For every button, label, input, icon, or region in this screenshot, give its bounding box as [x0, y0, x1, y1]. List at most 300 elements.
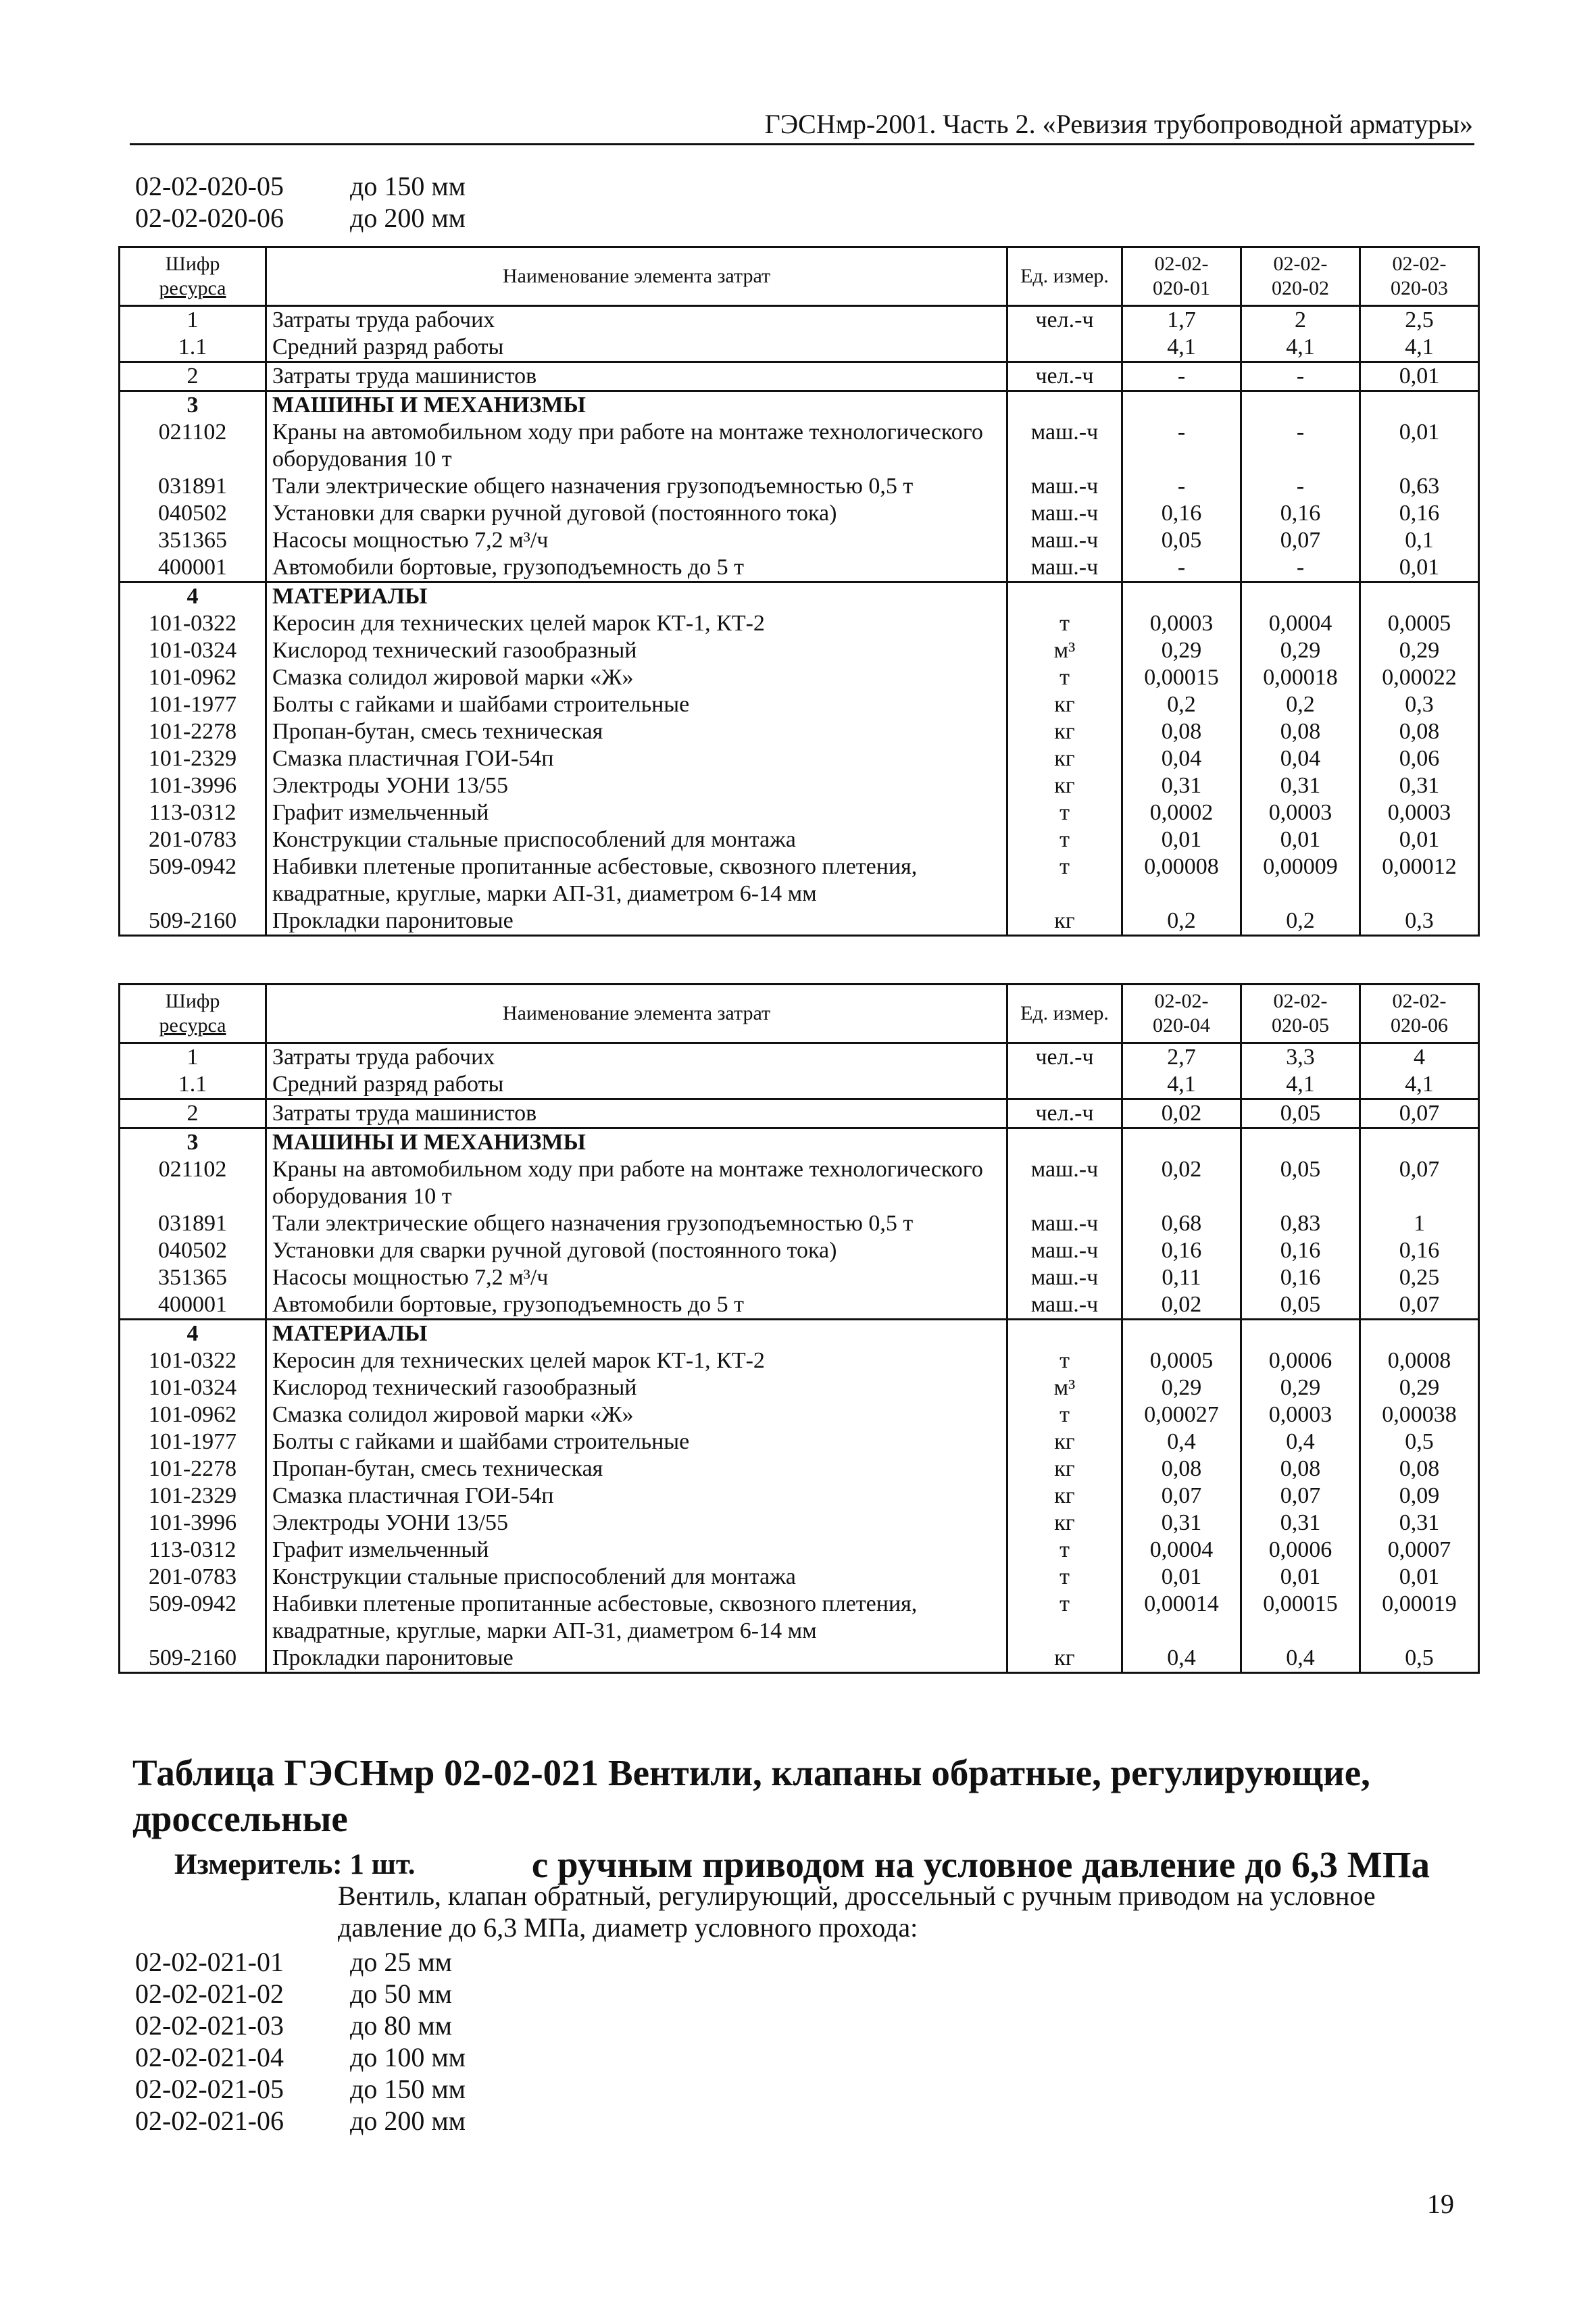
resource-value: 0,29 [1122, 1374, 1241, 1401]
resource-code: 101-0322 [120, 610, 266, 637]
resource-value: 0,01 [1360, 362, 1479, 391]
table-row [120, 1264, 1479, 1291]
resource-unit: т [1007, 664, 1122, 691]
resource-value: 0,4 [1241, 1645, 1360, 1673]
code-list-label: до 25 мм [350, 1947, 452, 1977]
resource-code: 509-0942 [120, 853, 266, 907]
table-row [120, 610, 1479, 637]
resource-code: 2 [120, 1099, 266, 1128]
table-row [120, 1483, 1479, 1510]
table-row [120, 1071, 1479, 1099]
resource-value: 2 [1241, 306, 1360, 334]
resource-code: 101-2329 [120, 1483, 266, 1510]
resource-name: Прокладки паронитовые [266, 1645, 1007, 1673]
resource-unit: маш.-ч [1007, 500, 1122, 527]
resource-value: 0,07 [1241, 527, 1360, 554]
resource-value: 0,01 [1360, 554, 1479, 582]
column-code-line2: 020-05 [1272, 1014, 1329, 1037]
table-row [120, 391, 1479, 420]
resource-value [1122, 1128, 1241, 1157]
resource-unit: маш.-ч [1007, 554, 1122, 582]
resource-value [1122, 582, 1241, 611]
resource-code: 113-0312 [120, 799, 266, 826]
header-code-line1: Шифр [165, 253, 220, 275]
resource-unit [1007, 1071, 1122, 1099]
code-list-label: до 200 мм [350, 2106, 466, 2136]
resource-value: 0,05 [1241, 1099, 1360, 1128]
table-description: Вентиль, клапан обратный, регулирующий, дроссельный с ручным приводом на условное давление до 6,3 МПа, диаметр условного прохода: [338, 1881, 1376, 1943]
resource-value: 0,02 [1122, 1291, 1241, 1320]
resource-value: 0,06 [1360, 745, 1479, 772]
resource-value: 1 [1360, 1210, 1479, 1237]
resource-value: 0,0002 [1122, 799, 1241, 826]
code-list-code: 02-02-021-01 [135, 1947, 284, 1977]
resource-value: - [1122, 419, 1241, 473]
header-column-code [1122, 247, 1241, 306]
resource-name: Автомобили бортовые, грузоподъемность до 5 т [266, 1291, 1007, 1320]
code-list-item [135, 1946, 466, 1978]
resource-name: Болты с гайками и шайбами строительные [266, 691, 1007, 718]
table-row [120, 1591, 1479, 1645]
resource-table-1 [118, 246, 1480, 937]
table-row [120, 1564, 1479, 1591]
resource-value: 0,4 [1122, 1645, 1241, 1673]
resource-code: 1.1 [120, 334, 266, 362]
resource-value: 0,00027 [1122, 1401, 1241, 1428]
table-row [120, 419, 1479, 473]
resource-name: Кислород технический газообразный [266, 637, 1007, 664]
resource-code: 351365 [120, 527, 266, 554]
resource-value: 0,31 [1122, 1510, 1241, 1537]
resource-value: - [1241, 362, 1360, 391]
table-row [120, 334, 1479, 362]
code-list-code: 02-02-020-06 [135, 203, 284, 233]
resource-table-2 [118, 983, 1480, 1674]
resource-value: 0,29 [1360, 637, 1479, 664]
resource-value: 0,05 [1241, 1291, 1360, 1320]
resource-unit: м³ [1007, 1374, 1122, 1401]
resource-name: Средний разряд работы [266, 1071, 1007, 1099]
code-list-code: 02-02-021-05 [135, 2074, 284, 2104]
resource-value: 1,7 [1122, 306, 1241, 334]
resource-unit: т [1007, 826, 1122, 853]
header-column-code [1241, 247, 1360, 306]
resource-value: 0,08 [1241, 1455, 1360, 1483]
resource-name: Краны на автомобильном ходу при работе на монтаже технологического оборудования 10 т [266, 1156, 1007, 1210]
header-code [120, 985, 266, 1043]
resource-value: 0,4 [1241, 1428, 1360, 1455]
resource-code: 101-0324 [120, 637, 266, 664]
table-row [120, 1401, 1479, 1428]
column-code-line1: 02-02- [1273, 253, 1328, 275]
resource-value: 0,00015 [1122, 664, 1241, 691]
resource-name: Затраты труда рабочих [266, 1043, 1007, 1072]
resource-value: 0,05 [1122, 527, 1241, 554]
resource-value: 4,1 [1241, 1071, 1360, 1099]
resource-unit: кг [1007, 907, 1122, 936]
resource-value: 0,08 [1360, 718, 1479, 745]
resource-value: 0,3 [1360, 691, 1479, 718]
resource-code: 101-0322 [120, 1347, 266, 1374]
resource-value: 4,1 [1122, 1071, 1241, 1099]
resource-value: 4,1 [1360, 1071, 1479, 1099]
resource-unit: кг [1007, 1455, 1122, 1483]
resource-value: 0,02 [1122, 1156, 1241, 1210]
resource-value: 0,05 [1241, 1156, 1360, 1210]
resource-value: 0,4 [1122, 1428, 1241, 1455]
table-row [120, 554, 1479, 582]
resource-name: Набивки плетеные пропитанные асбестовые, сквозного плетения, квадратные, круглые, марки АП-31, диаметром 6-14 мм [266, 853, 1007, 907]
resource-value: 0,29 [1241, 637, 1360, 664]
resource-code: 101-0962 [120, 664, 266, 691]
header-unit: Ед. измер. [1007, 985, 1122, 1043]
resource-value: 0,07 [1360, 1099, 1479, 1128]
resource-unit: чел.-ч [1007, 306, 1122, 334]
resource-value: 0,25 [1360, 1264, 1479, 1291]
resource-value: 0,31 [1122, 772, 1241, 799]
table-row [120, 1347, 1479, 1374]
resource-value: 0,2 [1241, 907, 1360, 936]
resource-value: 0,2 [1122, 907, 1241, 936]
resource-value: 0,68 [1122, 1210, 1241, 1237]
resource-value: - [1241, 419, 1360, 473]
resource-value: 0,09 [1360, 1483, 1479, 1510]
resource-unit: кг [1007, 745, 1122, 772]
resource-unit: маш.-ч [1007, 1264, 1122, 1291]
resource-name: Смазка солидол жировой марки «Ж» [266, 664, 1007, 691]
resource-value: 0,2 [1241, 691, 1360, 718]
resource-code: 040502 [120, 500, 266, 527]
resource-name: Смазка пластичная ГОИ-54п [266, 745, 1007, 772]
resource-unit: м³ [1007, 637, 1122, 664]
header-column-code [1360, 247, 1479, 306]
code-list-item [135, 2073, 466, 2105]
resource-code: 509-2160 [120, 1645, 266, 1673]
resource-code: 101-1977 [120, 691, 266, 718]
resource-name: Смазка пластичная ГОИ-54п [266, 1483, 1007, 1510]
resource-value: 0,0003 [1360, 799, 1479, 826]
header-code-line2: ресурса [159, 1014, 226, 1037]
table-row [120, 1128, 1479, 1157]
code-list-item [135, 170, 466, 202]
code-list-label: до 200 мм [350, 203, 466, 233]
resource-value: - [1122, 473, 1241, 500]
resource-value: 0,0003 [1241, 1401, 1360, 1428]
resource-unit: т [1007, 853, 1122, 907]
code-list-code: 02-02-021-04 [135, 2042, 284, 2072]
column-code-line1: 02-02- [1392, 990, 1447, 1012]
resource-value: 0,83 [1241, 1210, 1360, 1237]
resource-name: Электроды УОНИ 13/55 [266, 772, 1007, 799]
resource-name: Графит измельченный [266, 1537, 1007, 1564]
resource-name: Краны на автомобильном ходу при работе на монтаже технологического оборудования 10 т [266, 419, 1007, 473]
resource-code: 201-0783 [120, 826, 266, 853]
table-row [120, 691, 1479, 718]
resource-value: - [1122, 554, 1241, 582]
resource-name: Насосы мощностью 7,2 м³/ч [266, 527, 1007, 554]
resource-code: 101-2278 [120, 718, 266, 745]
resource-name: Керосин для технических целей марок КТ-1, КТ-2 [266, 610, 1007, 637]
resource-value [1360, 1320, 1479, 1348]
resource-name: Пропан-бутан, смесь техническая [266, 718, 1007, 745]
resource-unit: т [1007, 799, 1122, 826]
resource-value [1241, 391, 1360, 420]
resource-value: 0,00014 [1122, 1591, 1241, 1645]
resource-value: 0,31 [1360, 772, 1479, 799]
resource-code: 021102 [120, 1156, 266, 1210]
resource-code: 031891 [120, 473, 266, 500]
resource-unit: чел.-ч [1007, 1043, 1122, 1072]
bottom-code-list [135, 1946, 466, 2137]
table-row [120, 1320, 1479, 1348]
resource-value: 0,29 [1360, 1374, 1479, 1401]
resource-value [1360, 391, 1479, 420]
code-list-item [135, 202, 466, 234]
header-code [120, 247, 266, 306]
resource-name: МАШИНЫ И МЕХАНИЗМЫ [266, 1128, 1007, 1157]
resource-value [1241, 582, 1360, 611]
resource-code: 4 [120, 582, 266, 611]
resource-value: 0,1 [1360, 527, 1479, 554]
resource-value: 0,07 [1122, 1483, 1241, 1510]
resource-value: 0,11 [1122, 1264, 1241, 1291]
code-list-code: 02-02-021-02 [135, 1978, 284, 2009]
column-code-line2: 020-06 [1391, 1014, 1448, 1037]
resource-code: 1.1 [120, 1071, 266, 1099]
resource-code: 101-3996 [120, 1510, 266, 1537]
table-row [120, 1510, 1479, 1537]
table-row [120, 473, 1479, 500]
page-number: 19 [1427, 2189, 1454, 2219]
resource-name: Тали электрические общего назначения грузоподъемностью 0,5 т [266, 473, 1007, 500]
resource-code: 3 [120, 1128, 266, 1157]
table-row [120, 1428, 1479, 1455]
resource-value: 0,07 [1360, 1156, 1479, 1210]
resource-code: 021102 [120, 419, 266, 473]
resource-value: 0,01 [1122, 1564, 1241, 1591]
table-row [120, 527, 1479, 554]
resource-unit [1007, 582, 1122, 611]
resource-code: 040502 [120, 1237, 266, 1264]
resource-value: 0,16 [1122, 1237, 1241, 1264]
resource-code: 4 [120, 1320, 266, 1348]
table-row [120, 637, 1479, 664]
resource-value: 0,00012 [1360, 853, 1479, 907]
resource-name: Средний разряд работы [266, 334, 1007, 362]
resource-value: 0,02 [1122, 1099, 1241, 1128]
resource-unit: кг [1007, 772, 1122, 799]
resource-value: 0,3 [1360, 907, 1479, 936]
resource-value: 0,63 [1360, 473, 1479, 500]
resource-name: Конструкции стальные приспособлений для монтажа [266, 1564, 1007, 1591]
resource-code: 101-0962 [120, 1401, 266, 1428]
table-row [120, 1099, 1479, 1128]
header-code-line2: ресурса [159, 277, 226, 299]
resource-value: 0,00019 [1360, 1591, 1479, 1645]
resource-unit: чел.-ч [1007, 1099, 1122, 1128]
header-code-line1: Шифр [165, 990, 220, 1012]
resource-name: Затраты труда машинистов [266, 1099, 1007, 1128]
resource-value: 0,0003 [1122, 610, 1241, 637]
resource-value: 0,0008 [1360, 1347, 1479, 1374]
table-row [120, 1374, 1479, 1401]
resource-value: 0,01 [1360, 826, 1479, 853]
resource-value: 0,07 [1360, 1291, 1479, 1320]
code-list-code: 02-02-020-05 [135, 171, 284, 201]
resource-value: - [1241, 473, 1360, 500]
table-row [120, 826, 1479, 853]
resource-code: 400001 [120, 1291, 266, 1320]
code-list-label: до 100 мм [350, 2042, 466, 2072]
resource-value: 0,01 [1122, 826, 1241, 853]
resource-unit: маш.-ч [1007, 527, 1122, 554]
resource-unit: кг [1007, 691, 1122, 718]
table-row [120, 853, 1479, 907]
resource-value: 0,0004 [1122, 1537, 1241, 1564]
resource-code: 1 [120, 1043, 266, 1072]
code-list-label: до 150 мм [350, 171, 466, 201]
resource-unit: кг [1007, 1483, 1122, 1510]
resource-name: Установки для сварки ручной дуговой (постоянного тока) [266, 500, 1007, 527]
resource-unit: т [1007, 1564, 1122, 1591]
resource-unit: маш.-ч [1007, 1291, 1122, 1320]
resource-code: 509-2160 [120, 907, 266, 936]
resource-value [1241, 1320, 1360, 1348]
resource-code: 1 [120, 306, 266, 334]
resource-value: 0,29 [1122, 637, 1241, 664]
running-header: ГЭСНмр-2001. Часть 2. «Ревизия трубопроводной арматуры» [764, 109, 1473, 139]
table-row [120, 1210, 1479, 1237]
table-row [120, 907, 1479, 936]
code-list-label: до 50 мм [350, 1978, 452, 2009]
resource-unit [1007, 1320, 1122, 1348]
resource-unit: маш.-ч [1007, 473, 1122, 500]
column-code-line2: 020-03 [1391, 277, 1448, 299]
resource-value: 0,00022 [1360, 664, 1479, 691]
resource-value [1241, 1128, 1360, 1157]
resource-value: 0,01 [1241, 1564, 1360, 1591]
column-code-line1: 02-02- [1154, 253, 1209, 275]
resource-value: 0,01 [1360, 1564, 1479, 1591]
header-name: Наименование элемента затрат [266, 985, 1007, 1043]
resource-value: 0,16 [1360, 1237, 1479, 1264]
header-name: Наименование элемента затрат [266, 247, 1007, 306]
table-row [120, 664, 1479, 691]
header-unit: Ед. измер. [1007, 247, 1122, 306]
resource-value: 0,0005 [1360, 610, 1479, 637]
resource-unit: маш.-ч [1007, 419, 1122, 473]
resource-value: 0,31 [1360, 1510, 1479, 1537]
resource-value: 0,0007 [1360, 1537, 1479, 1564]
resource-unit: кг [1007, 1645, 1122, 1673]
code-list-code: 02-02-021-06 [135, 2106, 284, 2136]
resource-value: 0,29 [1241, 1374, 1360, 1401]
section-title-line1: Таблица ГЭСНмр 02-02-021 Вентили, клапаны обратные, регулирующие, дроссельные [132, 1752, 1370, 1839]
code-list-label: до 150 мм [350, 2074, 466, 2104]
table-row [120, 1043, 1479, 1072]
header-rule [130, 143, 1474, 145]
resource-code: 2 [120, 362, 266, 391]
table-row [120, 500, 1479, 527]
resource-code: 113-0312 [120, 1537, 266, 1564]
resource-unit: кг [1007, 1510, 1122, 1537]
header-column-code [1360, 985, 1479, 1043]
resource-value: 0,04 [1241, 745, 1360, 772]
resource-value [1122, 1320, 1241, 1348]
resource-unit: т [1007, 1347, 1122, 1374]
resource-unit [1007, 334, 1122, 362]
resource-value: 0,5 [1360, 1428, 1479, 1455]
resource-unit: чел.-ч [1007, 362, 1122, 391]
resource-value: 0,0006 [1241, 1347, 1360, 1374]
resource-code: 400001 [120, 554, 266, 582]
resource-unit: кг [1007, 718, 1122, 745]
resource-code: 101-2278 [120, 1455, 266, 1483]
resource-value: 4,1 [1122, 334, 1241, 362]
resource-value [1122, 391, 1241, 420]
resource-name: Затраты труда рабочих [266, 306, 1007, 334]
resource-code: 101-1977 [120, 1428, 266, 1455]
resource-value: 0,0006 [1241, 1537, 1360, 1564]
resource-value: 0,16 [1241, 500, 1360, 527]
resource-code: 3 [120, 391, 266, 420]
code-list-item [135, 2105, 466, 2137]
resource-value: 0,00018 [1241, 664, 1360, 691]
code-list-item [135, 1978, 466, 2010]
resource-value: 0,31 [1241, 1510, 1360, 1537]
column-code-line2: 020-01 [1153, 277, 1210, 299]
table-row [120, 362, 1479, 391]
resource-code: 351365 [120, 1264, 266, 1291]
resource-value: 0,0005 [1122, 1347, 1241, 1374]
resource-value: 0,01 [1241, 826, 1360, 853]
resource-value: 0,0003 [1241, 799, 1360, 826]
column-code-line1: 02-02- [1392, 253, 1447, 275]
table-row [120, 1156, 1479, 1210]
section-title-line2: с ручным приводом на условное давление до 6,3 МПа [531, 1844, 1430, 1885]
resource-name: Конструкции стальные приспособлений для монтажа [266, 826, 1007, 853]
resource-value: 0,07 [1241, 1483, 1360, 1510]
resource-value: 2,5 [1360, 306, 1479, 334]
resource-value: 0,08 [1122, 718, 1241, 745]
resource-code: 101-2329 [120, 745, 266, 772]
resource-code: 509-0942 [120, 1591, 266, 1645]
table-row [120, 799, 1479, 826]
resource-name: МАТЕРИАЛЫ [266, 582, 1007, 611]
resource-name: Затраты труда машинистов [266, 362, 1007, 391]
resource-name: МАТЕРИАЛЫ [266, 1320, 1007, 1348]
measure-label: Измеритель: 1 шт. [174, 1849, 416, 1881]
resource-value: 0,00009 [1241, 853, 1360, 907]
resource-value: 0,08 [1241, 718, 1360, 745]
resource-name: МАШИНЫ И МЕХАНИЗМЫ [266, 391, 1007, 420]
resource-value: 0,00015 [1241, 1591, 1360, 1645]
resource-value: 0,08 [1122, 1455, 1241, 1483]
resource-name: Графит измельченный [266, 799, 1007, 826]
resource-name: Электроды УОНИ 13/55 [266, 1510, 1007, 1537]
resource-unit: маш.-ч [1007, 1237, 1122, 1264]
table-row [120, 1455, 1479, 1483]
resource-name: Набивки плетеные пропитанные асбестовые, сквозного плетения, квадратные, круглые, марки АП-31, диаметром 6-14 мм [266, 1591, 1007, 1645]
resource-value [1360, 582, 1479, 611]
table-row [120, 718, 1479, 745]
header-column-code [1122, 985, 1241, 1043]
table-row [120, 306, 1479, 334]
resource-value: 0,2 [1122, 691, 1241, 718]
resource-value: 0,00038 [1360, 1401, 1479, 1428]
resource-name: Тали электрические общего назначения грузоподъемностью 0,5 т [266, 1210, 1007, 1237]
resource-unit: т [1007, 1537, 1122, 1564]
